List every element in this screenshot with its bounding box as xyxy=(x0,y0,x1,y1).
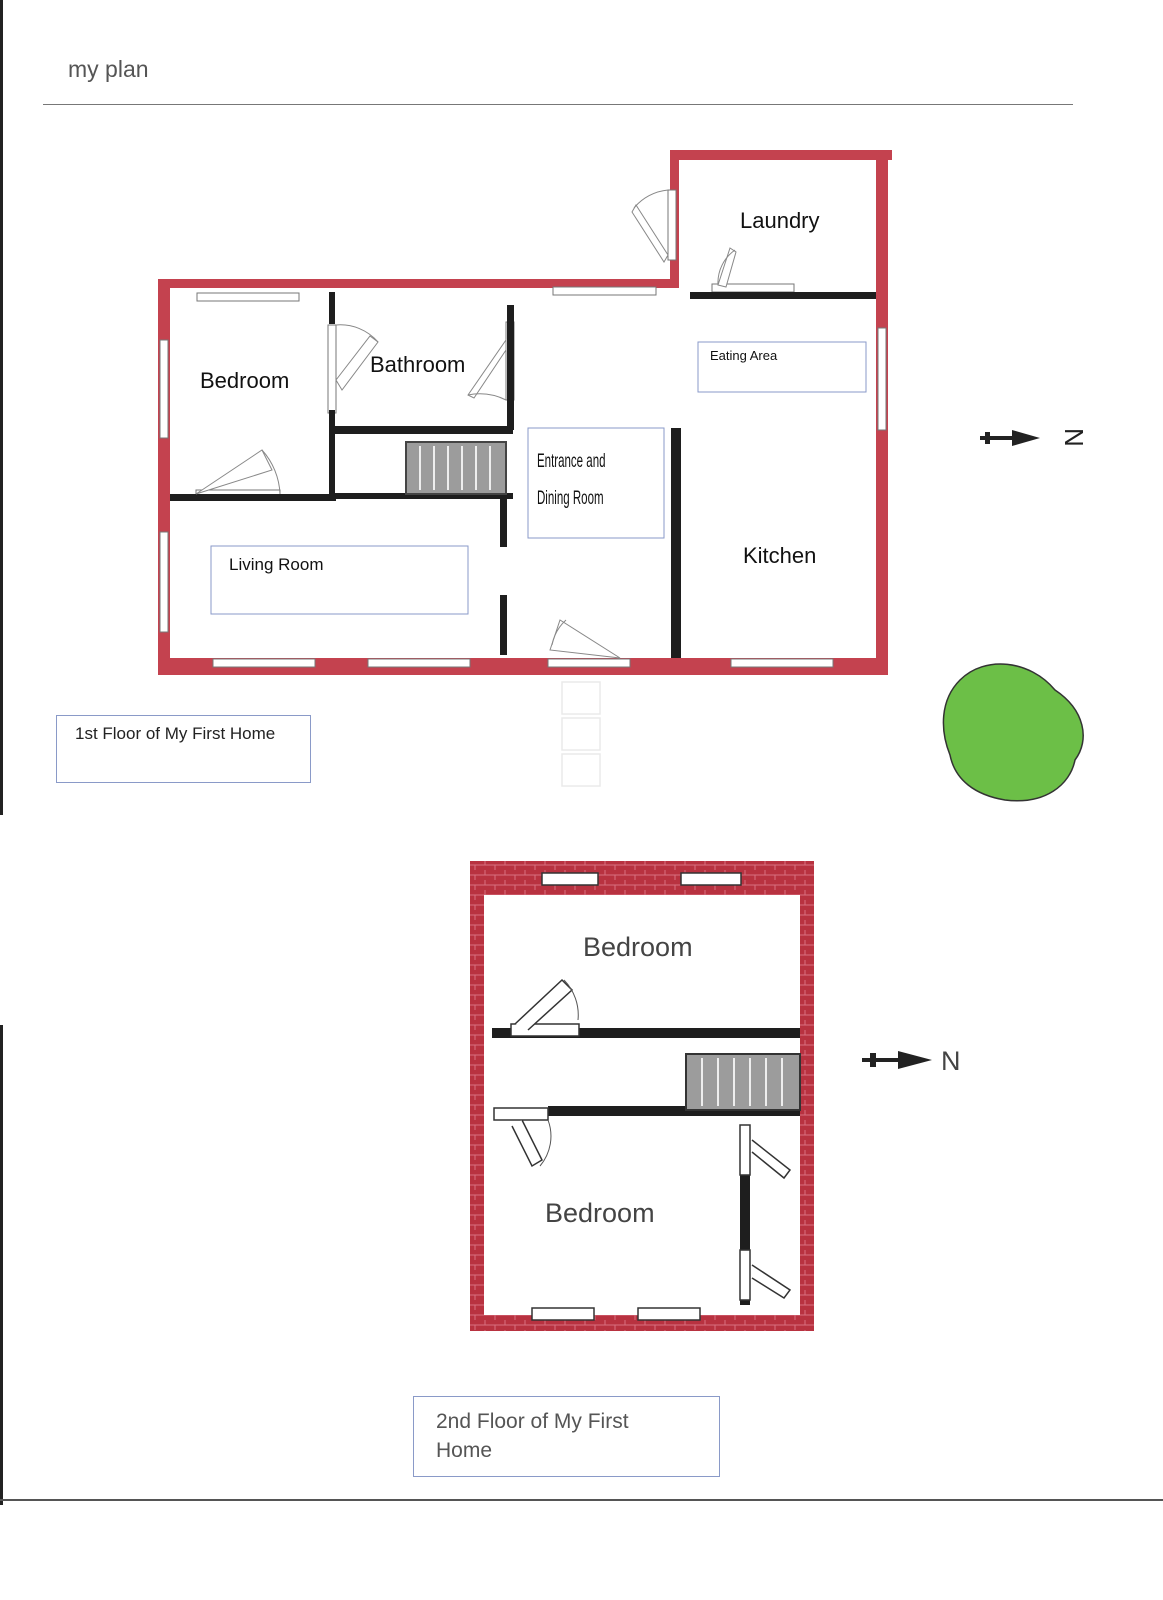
window-icon xyxy=(548,659,630,667)
stairs-icon xyxy=(406,442,506,494)
entrance-label-line2: Dining Room xyxy=(537,488,604,509)
floor2-plan xyxy=(470,861,961,1331)
window-icon xyxy=(160,532,168,632)
living-room-label: Living Room xyxy=(229,555,324,574)
window-icon xyxy=(542,873,598,885)
floor2-caption xyxy=(413,1396,720,1477)
window-icon xyxy=(368,659,470,667)
window-icon xyxy=(160,340,168,438)
bedroom-label: Bedroom xyxy=(200,368,290,393)
kitchen-label: Kitchen xyxy=(743,543,817,568)
north-arrow-label: N xyxy=(941,1046,961,1076)
window-icon xyxy=(638,1308,700,1320)
north-arrow-icon xyxy=(862,1051,932,1069)
window-icon xyxy=(553,287,656,295)
stairs-icon xyxy=(686,1054,800,1110)
north-arrow-icon xyxy=(980,430,1040,446)
bedroom-bottom-label: Bedroom xyxy=(545,1198,655,1228)
window-icon xyxy=(213,659,315,667)
window-icon xyxy=(681,873,741,885)
entrance-box xyxy=(528,428,664,538)
door-swing-icon xyxy=(494,1108,548,1120)
bedroom-top-label: Bedroom xyxy=(583,932,693,962)
door-swing-icon xyxy=(740,1250,750,1300)
floor1-caption: 1st Floor of My First Home xyxy=(56,715,311,783)
eating-area-label: Eating Area xyxy=(710,348,778,363)
window-icon xyxy=(532,1308,594,1320)
door-swing-icon xyxy=(634,190,668,208)
floor2-caption-line2: Home xyxy=(436,1439,493,1462)
north-arrow-label: N xyxy=(1059,428,1089,447)
laundry-label: Laundry xyxy=(740,208,820,233)
window-icon xyxy=(197,293,299,301)
bathroom-label: Bathroom xyxy=(370,352,466,377)
floor2-caption-line1: 2nd Floor of My First xyxy=(436,1410,629,1433)
tree-icon xyxy=(943,664,1083,801)
window-icon xyxy=(668,190,676,260)
window-icon xyxy=(878,328,886,430)
walkway-stones xyxy=(562,682,600,786)
window-icon xyxy=(731,659,833,667)
door-swing-icon xyxy=(468,340,506,398)
door-swing-icon xyxy=(740,1125,750,1175)
page-title: my plan xyxy=(68,56,149,82)
door-swing-icon xyxy=(632,205,668,262)
floor1-plan xyxy=(158,150,1089,801)
entrance-label-line1: Entrance and xyxy=(537,451,606,472)
window-icon xyxy=(328,325,336,413)
page-bottom-rule xyxy=(0,1499,1163,1501)
door-swing-icon xyxy=(196,450,272,494)
